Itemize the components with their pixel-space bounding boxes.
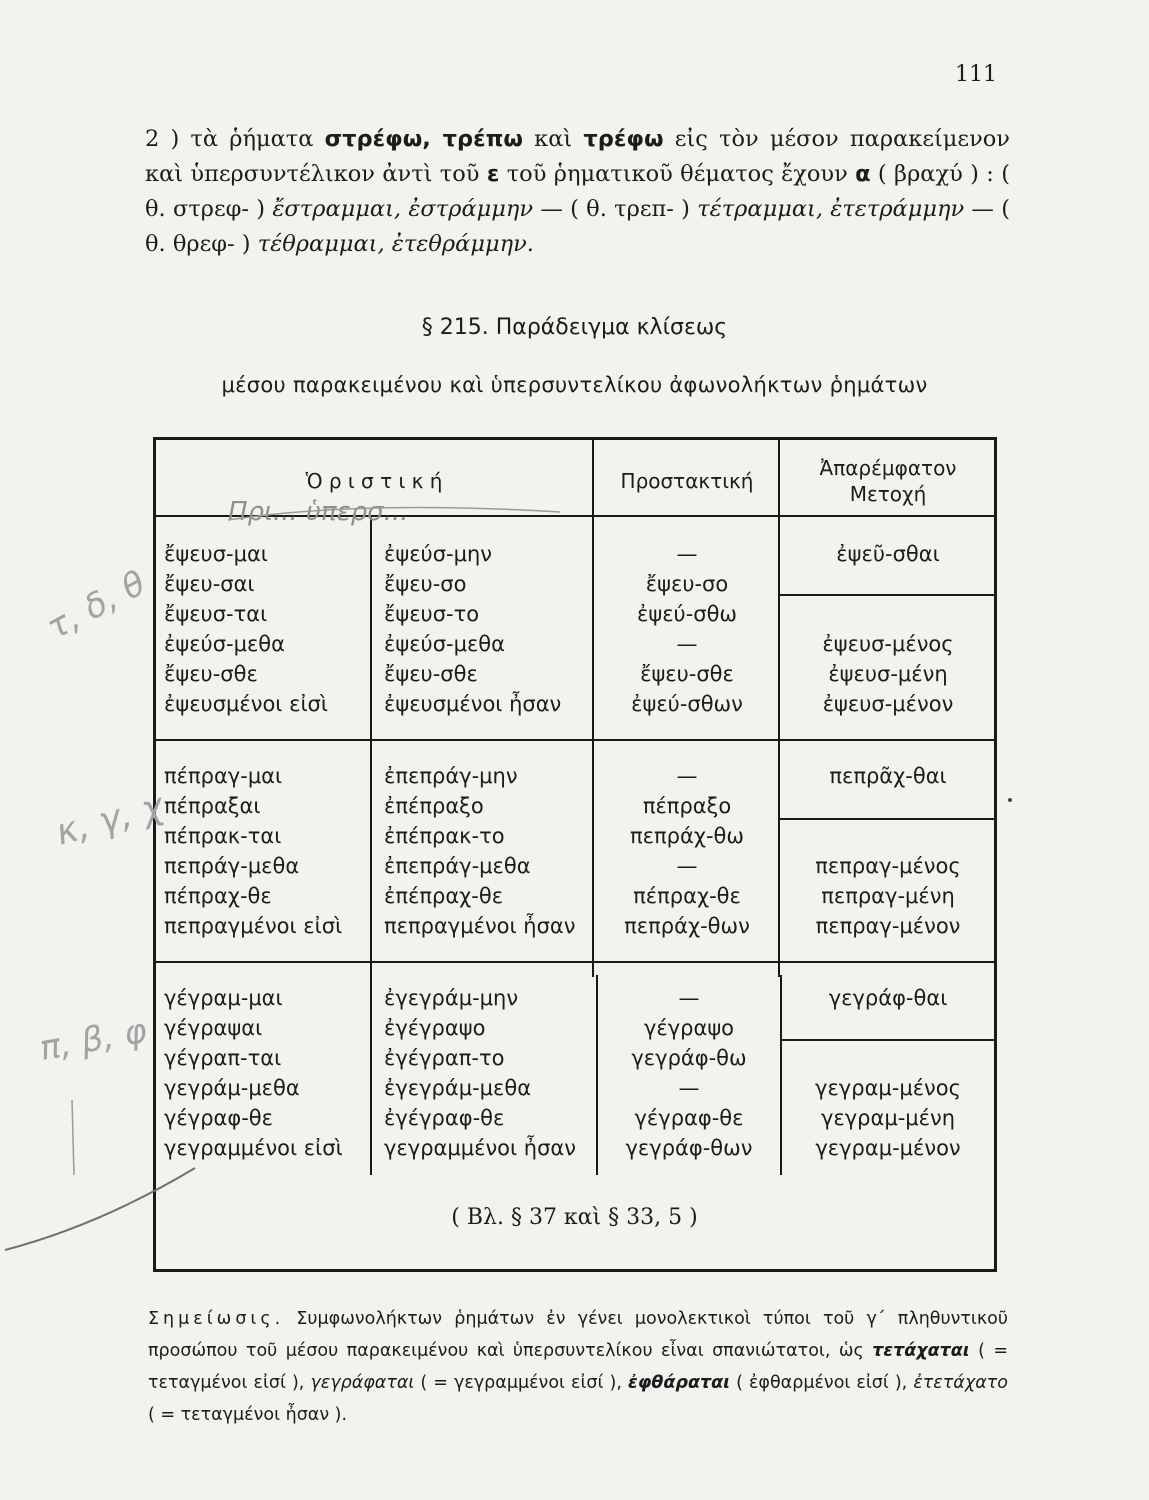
table-cell: πέπραχ-θε <box>164 884 272 908</box>
note-label: Σημείωσις. <box>148 1309 285 1329</box>
table-cell: ἐπεπράγ-μην <box>384 764 518 788</box>
table-cell: ἔψευσ-το <box>384 602 480 626</box>
table-cell: ἐπεπράγ-μεθα <box>384 854 531 878</box>
table-cell: ἐψευσ-μένος <box>822 632 954 656</box>
table-cell: πεπράχ-θω <box>630 824 744 848</box>
table-cell: ἔψευσ-ται <box>164 602 268 626</box>
table-cell: πεπραγ-μένη <box>821 884 955 908</box>
table-cell: — <box>676 632 698 656</box>
table-cell: πέπραξο <box>642 794 732 818</box>
intro-text: — ( θ. τρεπ- ) <box>533 196 698 222</box>
pencil-margin-note-1: τ, δ, θ <box>40 563 153 648</box>
table-cell: — <box>676 854 698 878</box>
table-cell: ἐπέπραξο <box>384 794 484 818</box>
table-cell: ἐγεγράμ-μεθα <box>384 1076 532 1100</box>
intro-bold-verbs: στρέφω, τρέπω <box>324 126 523 152</box>
intro-italic-forms: ἔστραμμαι, ἐστράμμην <box>272 196 534 222</box>
table-cell: ἐπέπρακ-το <box>384 824 505 848</box>
table-cell: γέγραφ-θε <box>634 1106 744 1130</box>
table-cell: γέγραψαι <box>164 1016 263 1040</box>
pencil-margin-note-3: π, β, φ <box>36 1010 150 1069</box>
pencil-stroke <box>72 1100 74 1175</box>
note-text: ( = τεταγμένοι εἰσί ), <box>148 1341 1008 1393</box>
table-cell: — <box>678 986 700 1010</box>
table-cell: πεπράχ-θων <box>624 914 750 938</box>
table-cell: γέγραφ-θε <box>164 1106 274 1130</box>
intro-text: καὶ <box>523 126 584 152</box>
table-cell: γεγραμ-μένος <box>815 1076 961 1100</box>
note-text: ( = τεταγμένοι ἦσαν ). <box>148 1405 348 1425</box>
intro-bold-verb: τρέφω <box>583 126 664 152</box>
table-cell: ἔψευ-σθε <box>384 662 478 686</box>
table-cell: πέπραχ-θε <box>633 884 741 908</box>
table-cell: γεγραμ-μένον <box>815 1136 961 1160</box>
intro-italic-forms: τέτραμμαι, ἐτετράμμην <box>697 196 965 222</box>
table-cell: πεπραγ-μένον <box>815 914 961 938</box>
table-cell: ἔψευ-σο <box>384 572 467 596</box>
note-form: ἐφθάραται <box>627 1373 730 1393</box>
table-cell: γεγράμ-μεθα <box>164 1076 300 1100</box>
intro-bold-letter: ε <box>486 161 500 187</box>
table-cell: γεγραμμένοι ἦσαν <box>384 1136 577 1160</box>
header-prostaktiki: Προστακτική <box>620 469 754 493</box>
table-cell: γεγράφ-θων <box>625 1136 753 1160</box>
intro-text: 2 ) τὰ ῥήματα <box>145 126 325 152</box>
table-cell: γέγραψο <box>643 1016 735 1040</box>
table-cell: πέπραξαι <box>164 794 261 818</box>
intro-text: τοῦ ῥηματικοῦ θέματος ἔχουν <box>499 161 856 187</box>
table-cell: ἔψευ-σο <box>645 572 729 596</box>
table-cell: πεπραγμένοι εἰσὶ <box>164 914 343 938</box>
pencil-arrow-line <box>5 1168 195 1250</box>
table-cell: ἐγέγραπ-το <box>384 1046 505 1070</box>
table-cell: γέγραπ-ται <box>164 1046 282 1070</box>
table-cell: γεγράφ-θω <box>631 1046 747 1070</box>
table-cell: γεγράφ-θαι <box>828 986 948 1010</box>
table-cell: ἔψευ-σθε <box>164 662 258 686</box>
table-cell: πεπραγμένοι ἦσαν <box>384 914 576 938</box>
table-cell: ἐψεύ-σθων <box>631 692 743 716</box>
header-oristiki: Ὁ ρ ι σ τ ι κ ή <box>305 469 443 493</box>
pencil-note-top: Πρι... ὑπερσ... <box>228 497 409 527</box>
page-number: 111 <box>955 62 997 87</box>
section-heading: § 215. Παράδειγμα κλίσεως <box>421 315 728 340</box>
intro-text: εἰς τὸν μέσον παρακείμενον καὶ ὑπερσυντέλικον ἀντὶ τοῦ <box>145 126 1010 187</box>
note-text: Συμφωνολήκτων ῥημάτων ἐν γένει μονολεκτικοὶ τύποι τοῦ γ΄ πληθυντικοῦ προσώπου τοῦ μέσου παρακειμένου καὶ ὑπερσυντελίκου εἶναι σπανιώτατοι, ὡς <box>148 1309 1008 1361</box>
intro-text: — ( θ. θρεφ- ) <box>145 196 1010 257</box>
table-cell: ἐγέγραψο <box>384 1016 486 1040</box>
table-cell: γεγραμμένοι εἰσὶ <box>164 1136 343 1160</box>
table-cell: πεπρᾶχ-θαι <box>829 764 947 788</box>
table-cell: ἐψευσμένοι εἰσὶ <box>164 692 328 716</box>
table-cell: — <box>676 542 698 566</box>
table-cell: ἐψευσ-μένον <box>822 692 954 716</box>
ink-dot <box>1008 798 1012 802</box>
table-cell: — <box>678 1076 700 1100</box>
table-cell: ἐψεύσ-μεθα <box>384 632 505 656</box>
table-cell: πέπρακ-ται <box>164 824 282 848</box>
table-cell: ἔψευσ-μαι <box>164 542 268 566</box>
table-cell: ἐψεύσ-μην <box>384 542 492 566</box>
table-cell: γέγραμ-μαι <box>164 986 283 1010</box>
table-cell: ἐψευσμένοι ἦσαν <box>384 692 562 716</box>
table-cell: ἐψεύσ-μεθα <box>164 632 285 656</box>
table-cell: — <box>676 764 698 788</box>
section-subtitle: μέσου παρακειμένου καὶ ὑπερσυντελίκου ἀφωνολήκτων ῥημάτων <box>221 373 928 397</box>
table-cell: ἐψεῦ-σθαι <box>836 542 940 566</box>
note-text: ( = γεγραμμένοι εἰσί ), <box>414 1373 628 1393</box>
intro-bold-letter: α <box>855 161 871 187</box>
table-cell: ἐγεγράμ-μην <box>384 986 519 1010</box>
table-cell: πεπράγ-μεθα <box>164 854 300 878</box>
header-aparemfaton: Ἀπαρέμφατον <box>819 456 957 480</box>
pencil-margin-note-2: κ, γ, χ <box>51 785 169 854</box>
note-form: γεγράφαται <box>310 1373 415 1393</box>
table-cell: πεπραγ-μένος <box>815 854 961 878</box>
table-cell: πέπραγ-μαι <box>164 764 283 788</box>
header-metochi: Μετοχή <box>849 482 927 506</box>
note-form: ἐτετάχατο <box>913 1373 1008 1393</box>
table-cell: ἐψεύ-σθω <box>636 602 738 626</box>
note-text: ( ἐφθαρμένοι εἰσί ), <box>730 1373 914 1393</box>
note-form: τετάχαται <box>872 1341 970 1361</box>
table-cell: ἐψευσ-μένη <box>828 662 948 686</box>
table-cell: ἐπέπραχ-θε <box>384 884 504 908</box>
table-reference: ( Βλ. § 37 καὶ § 33, 5 ) <box>451 1205 698 1230</box>
intro-italic-forms: τέθραμμαι, ἐτεθράμμην. <box>257 231 534 257</box>
table-cell: ἔψευ-σθε <box>640 662 734 686</box>
table-cell: γεγραμ-μένη <box>820 1106 956 1130</box>
table-cell: ἐγέγραφ-θε <box>384 1106 505 1130</box>
table-cell: ἔψευ-σαι <box>164 572 255 596</box>
intro-text: ( βραχύ ) : ( θ. στρεφ- ) <box>145 161 1010 222</box>
